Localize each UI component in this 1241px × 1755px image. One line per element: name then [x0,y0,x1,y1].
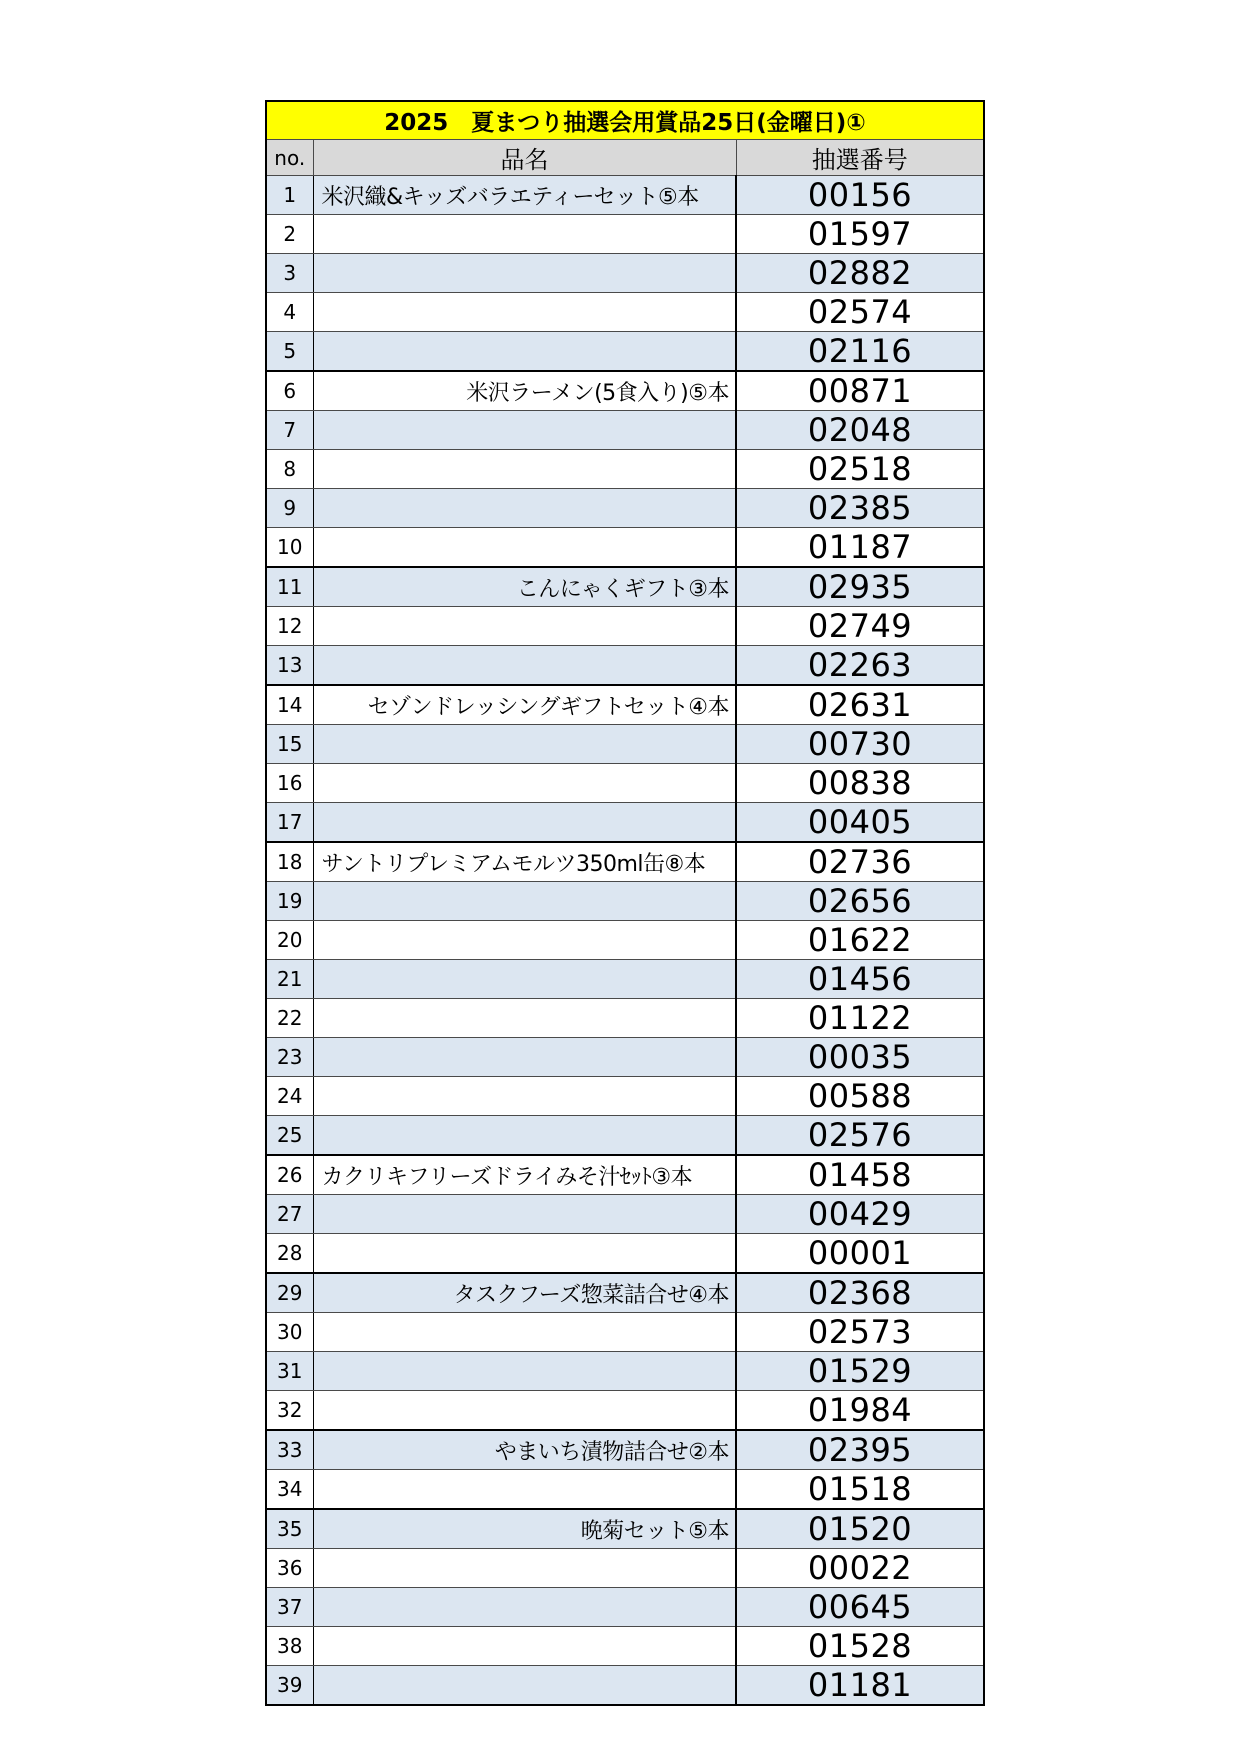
table-row [266,176,984,215]
row-no: 10 [266,528,313,568]
row-lottery-number: 01984 [736,1391,984,1431]
row-prize-name [313,1313,736,1352]
row-prize-name [313,411,736,450]
table-row [266,1470,984,1510]
table-row [266,1077,984,1116]
row-no: 14 [266,685,313,725]
row-lottery-number: 01458 [736,1155,984,1195]
row-no: 22 [266,999,313,1038]
row-prize-name [313,1470,736,1510]
row-prize-name [313,803,736,843]
row-lottery-number: 02749 [736,607,984,646]
row-prize-name: 晩菊セット⑤本 [313,1509,736,1549]
row-prize-name [313,1038,736,1077]
row-no: 32 [266,1391,313,1431]
row-prize-name [313,1195,736,1234]
row-no: 23 [266,1038,313,1077]
header-no: no. [266,140,313,176]
table-row [266,1116,984,1156]
table-row [266,1313,984,1352]
table-row [266,450,984,489]
row-no: 12 [266,607,313,646]
prize-lottery-table [265,100,985,1706]
row-no: 38 [266,1627,313,1666]
row-prize-name: 米沢ラーメン(5食入り)⑤本 [313,371,736,411]
row-lottery-number: 01122 [736,999,984,1038]
row-prize-name [313,1077,736,1116]
row-no: 21 [266,960,313,999]
row-no: 34 [266,1470,313,1510]
row-prize-name [313,528,736,568]
row-no: 15 [266,725,313,764]
row-prize-name [313,999,736,1038]
table-row [266,960,984,999]
row-no: 4 [266,293,313,332]
row-lottery-number: 02116 [736,332,984,372]
row-no: 33 [266,1430,313,1470]
row-lottery-number: 00730 [736,725,984,764]
row-prize-name [313,1666,736,1706]
row-lottery-number: 02736 [736,842,984,882]
row-lottery-number: 02263 [736,646,984,686]
table-row [266,1666,984,1706]
table-row [266,1038,984,1077]
table-row [266,764,984,803]
table-row [266,215,984,254]
row-lottery-number: 02631 [736,685,984,725]
row-no: 5 [266,332,313,372]
row-lottery-number: 02395 [736,1430,984,1470]
header-name: 品名 [313,140,736,176]
row-no: 11 [266,567,313,607]
row-no: 2 [266,215,313,254]
row-no: 13 [266,646,313,686]
table-row [266,921,984,960]
row-lottery-number: 00035 [736,1038,984,1077]
row-lottery-number: 00429 [736,1195,984,1234]
table-row [266,371,984,411]
row-no: 27 [266,1195,313,1234]
row-lottery-number: 02656 [736,882,984,921]
row-prize-name [313,1627,736,1666]
row-lottery-number: 02518 [736,450,984,489]
row-no: 19 [266,882,313,921]
table-row [266,1155,984,1195]
table-row [266,1195,984,1234]
table-row [266,803,984,843]
row-prize-name [313,254,736,293]
row-prize-name [313,764,736,803]
row-prize-name [313,1352,736,1391]
table-row [266,567,984,607]
row-prize-name: こんにゃくギフト③本 [313,567,736,607]
row-no: 20 [266,921,313,960]
row-no: 39 [266,1666,313,1706]
table-row [266,646,984,686]
sheet-title: 2025 夏まつり抽選会用賞品25日(金曜日)① [266,101,984,140]
table-row [266,999,984,1038]
row-lottery-number: 01622 [736,921,984,960]
row-no: 35 [266,1509,313,1549]
title-row [266,101,984,140]
row-prize-name [313,921,736,960]
row-prize-name [313,215,736,254]
table-row [266,489,984,528]
row-prize-name [313,1234,736,1274]
table-row [266,1352,984,1391]
row-lottery-number: 00022 [736,1549,984,1588]
table-row [266,528,984,568]
row-prize-name [313,882,736,921]
header-row [266,140,984,176]
row-prize-name [313,1116,736,1156]
row-lottery-number: 00001 [736,1234,984,1274]
row-no: 30 [266,1313,313,1352]
row-no: 37 [266,1588,313,1627]
row-no: 16 [266,764,313,803]
row-lottery-number: 01181 [736,1666,984,1706]
row-no: 17 [266,803,313,843]
table-row [266,607,984,646]
row-lottery-number: 01520 [736,1509,984,1549]
row-prize-name [313,450,736,489]
row-prize-name [313,1588,736,1627]
row-lottery-number: 02385 [736,489,984,528]
table-row [266,1234,984,1274]
row-lottery-number: 01597 [736,215,984,254]
table-row [266,1627,984,1666]
row-no: 18 [266,842,313,882]
row-lottery-number: 02573 [736,1313,984,1352]
row-no: 24 [266,1077,313,1116]
row-lottery-number: 01187 [736,528,984,568]
row-no: 9 [266,489,313,528]
row-no: 1 [266,176,313,215]
row-prize-name [313,960,736,999]
row-lottery-number: 02368 [736,1273,984,1313]
table-row [266,254,984,293]
row-prize-name: タスクフーズ惣菜詰合せ④本 [313,1273,736,1313]
row-prize-name: やまいち漬物詰合せ②本 [313,1430,736,1470]
row-no: 28 [266,1234,313,1274]
table-row [266,1509,984,1549]
table-row [266,1391,984,1431]
row-prize-name [313,725,736,764]
row-no: 29 [266,1273,313,1313]
row-prize-name [313,607,736,646]
row-lottery-number: 00838 [736,764,984,803]
row-prize-name [313,332,736,372]
row-prize-name: 米沢織&キッズバラエティーセット⑤本 [313,176,736,215]
table-row [266,411,984,450]
table-row [266,332,984,372]
table-row [266,1430,984,1470]
row-lottery-number: 00156 [736,176,984,215]
row-no: 6 [266,371,313,411]
row-prize-name: カクリキフリーズドライみそ汁ｾｯﾄ③本 [313,1155,736,1195]
row-lottery-number: 02574 [736,293,984,332]
row-lottery-number: 02935 [736,567,984,607]
row-no: 8 [266,450,313,489]
table-row [266,1588,984,1627]
table-row [266,685,984,725]
table-row [266,1549,984,1588]
table-row [266,882,984,921]
row-prize-name: サントリプレミアムモルツ350ml缶⑧本 [313,842,736,882]
row-lottery-number: 01528 [736,1627,984,1666]
row-lottery-number: 00588 [736,1077,984,1116]
row-lottery-number: 01518 [736,1470,984,1510]
row-no: 25 [266,1116,313,1156]
row-lottery-number: 00871 [736,371,984,411]
row-lottery-number: 02576 [736,1116,984,1156]
row-prize-name [313,1549,736,1588]
row-prize-name: セゾンドレッシングギフトセット④本 [313,685,736,725]
table-row [266,842,984,882]
row-no: 26 [266,1155,313,1195]
row-lottery-number: 02882 [736,254,984,293]
row-prize-name [313,1391,736,1431]
table-row [266,1273,984,1313]
row-lottery-number: 01529 [736,1352,984,1391]
header-number: 抽選番号 [736,140,984,176]
row-prize-name [313,293,736,332]
row-no: 7 [266,411,313,450]
row-lottery-number: 00645 [736,1588,984,1627]
row-prize-name [313,646,736,686]
row-lottery-number: 02048 [736,411,984,450]
row-no: 36 [266,1549,313,1588]
row-lottery-number: 00405 [736,803,984,843]
row-lottery-number: 01456 [736,960,984,999]
row-prize-name [313,489,736,528]
table-row [266,725,984,764]
table-row [266,293,984,332]
row-no: 31 [266,1352,313,1391]
row-no: 3 [266,254,313,293]
